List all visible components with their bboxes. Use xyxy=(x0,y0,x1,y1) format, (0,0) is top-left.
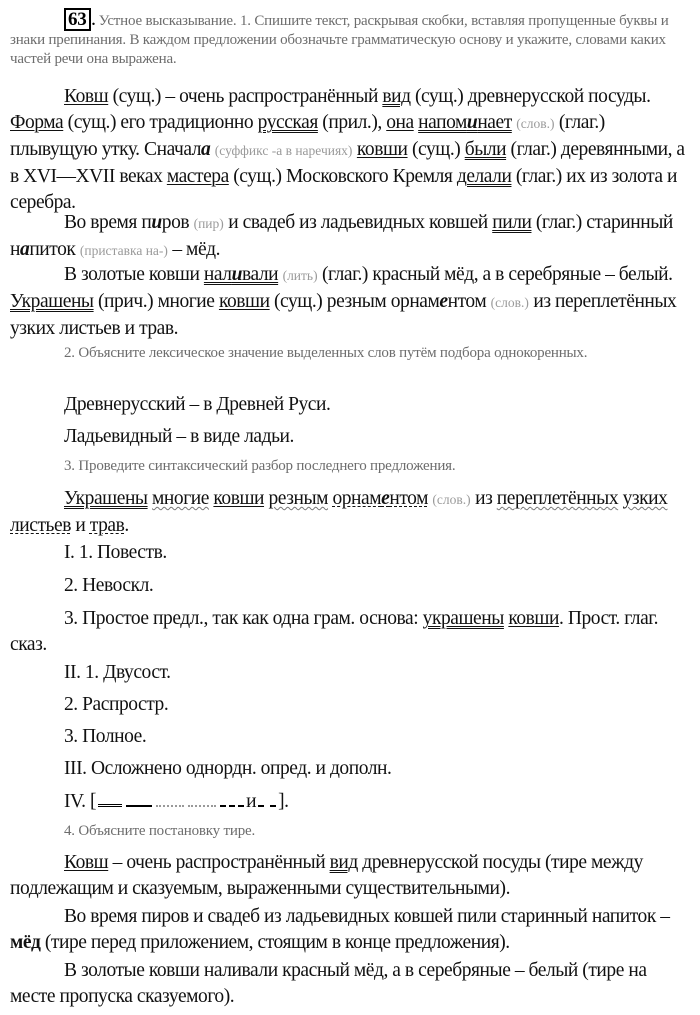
answer-line-ladevidnyy: Ладьевидный – в виде ладьи. xyxy=(64,426,294,447)
text-segment: нал xyxy=(203,264,232,285)
text-segment: Во время п xyxy=(64,212,152,233)
predicate-word: Украшены xyxy=(64,488,148,509)
inserted-letter: е xyxy=(439,291,448,312)
subject-word: ковши xyxy=(356,139,408,160)
predicate-word: пили xyxy=(492,212,532,233)
scheme-attribute-mark xyxy=(156,799,184,807)
text-segment: (сущ.) древнерусской посуды. xyxy=(410,86,651,107)
parsed-sentence xyxy=(10,486,694,539)
predicate-word: были xyxy=(464,139,507,160)
text-segment: – мёд. xyxy=(167,239,221,260)
text-segment: и xyxy=(70,515,90,536)
parse-item-ii1: II. 1. Двусост. xyxy=(64,662,171,683)
answer-paragraph-2 xyxy=(10,210,694,264)
object-word: листьев xyxy=(10,515,71,536)
scheme-predicate-mark xyxy=(98,798,122,807)
task-2-instruction: 2. Объясните лексическое значение выделенных слов путём подбора однокоренных. xyxy=(64,345,588,361)
text-segment: В золотые ковши xyxy=(64,264,204,285)
subject-word: Форма xyxy=(10,112,64,133)
attribute-word: переплетённых xyxy=(496,488,619,509)
text-segment: (сущ.) резным орнам xyxy=(269,291,440,312)
dash-explanation-2 xyxy=(10,904,694,956)
subject-word: ковши xyxy=(213,488,265,509)
text-segment: (глаг.) красный мёд, а в серебряные – белый. xyxy=(317,264,673,285)
scheme-subject-mark xyxy=(126,799,152,807)
parse-item-ii2: 2. Распростр. xyxy=(64,694,169,715)
gray-note: (слов.) xyxy=(516,116,555,131)
gray-note: (слов.) xyxy=(490,295,529,310)
inserted-letter: и xyxy=(466,112,478,133)
bold-word: мёд xyxy=(10,932,41,953)
text-segment: орнам xyxy=(332,488,382,509)
text-segment: (тире перед приложением, стоящим в конце предложения). xyxy=(40,932,510,953)
text-segment: (сущ.) – очень распространённый xyxy=(108,86,383,107)
number-dot: . xyxy=(91,13,96,29)
text-segment: и свадеб из ладьевидных ковшей xyxy=(223,212,493,233)
parse-item-iii: III. Осложнено однордн. опред. и дополн. xyxy=(64,758,392,779)
text-segment: . Прост. глаг. сказ. xyxy=(10,608,659,655)
task-1-instruction xyxy=(10,8,694,69)
attribute-word: многие xyxy=(152,488,209,509)
text-segment: IV. [ xyxy=(64,791,97,812)
text-segment: нает xyxy=(477,112,512,133)
predicate-word xyxy=(204,264,278,285)
text-segment: нтом xyxy=(389,488,428,509)
attribute-word: узких xyxy=(622,488,668,509)
dash-explanation-3: В золотые ковши наливали красный мёд, а в серебряные – белый (тире на месте пропуска сказуемого). xyxy=(10,960,647,1007)
text-segment: Во время пиров и свадеб из ладьевидных ковшей пили старинный напиток – xyxy=(64,906,670,927)
text-segment: (прил.), xyxy=(317,112,387,133)
text-segment: (глаг.) плывущую утку. Сначал xyxy=(10,112,605,160)
subject-word: она xyxy=(386,112,414,133)
parse-item-i2: 2. Невоскл. xyxy=(64,575,154,596)
subject-word: ковши xyxy=(508,608,559,629)
text-segment: из переплетённых узких листьев и трав. xyxy=(10,291,677,339)
inserted-letter: и xyxy=(151,212,162,233)
sentence-scheme xyxy=(10,789,694,815)
predicate-word xyxy=(418,112,512,133)
text-segment: и xyxy=(246,791,257,812)
text-segment: питок xyxy=(29,239,80,260)
predicate-word: делали xyxy=(456,166,512,187)
task-4-instruction: 4. Объясните постановку тире. xyxy=(64,823,256,839)
text-segment: нтом xyxy=(447,291,491,312)
text-segment: (глаг.) их из золота и серебра. xyxy=(10,166,678,213)
subject-word: Ковш xyxy=(64,852,109,873)
parse-item-i3 xyxy=(10,606,694,658)
text-segment: (глаг.) старинный н xyxy=(10,212,673,260)
inserted-letter: е xyxy=(381,488,390,509)
inserted-letter: а xyxy=(20,239,30,260)
answer-paragraph-3 xyxy=(10,262,694,342)
gray-note: (суффикс -а в наречиях) xyxy=(214,143,353,158)
predicate-word: Украшены xyxy=(10,291,94,312)
subject-word: Ковш xyxy=(64,86,109,107)
text-segment: 3. Простое предл., так как одна грам. основа: xyxy=(64,608,423,629)
parse-item-i1: I. 1. Повеств. xyxy=(64,542,167,563)
scheme-object-mark xyxy=(258,799,276,807)
predicate-word: украшены xyxy=(422,608,504,629)
text-segment: из xyxy=(470,488,497,509)
attribute-word: резным xyxy=(268,488,329,509)
subject-word: ковши xyxy=(218,291,270,312)
text-segment: вали xyxy=(241,264,279,285)
object-word: трав xyxy=(89,515,125,536)
subject-word: мастера xyxy=(166,166,229,187)
object-word xyxy=(332,488,428,509)
gray-note: (слов.) xyxy=(432,492,471,507)
text-segment: – очень распространённый xyxy=(108,852,330,873)
answer-line-drevnerusskiy: Древнерусский – в Древней Руси. xyxy=(64,394,331,415)
predicate-word: вид xyxy=(382,86,411,107)
task-1-text: Устное высказывание. 1. Спишите текст, раскрывая скобки, вставляя пропущенные буквы и знаки препинания. В каждом предложении обозначьте грамматическую основу и укажите, словами каких частей речи она выражена. xyxy=(10,13,669,67)
scheme-attribute-mark xyxy=(188,799,216,807)
text-segment: (прич.) многие xyxy=(93,291,219,312)
exercise-number: 63 xyxy=(64,8,91,31)
text-segment: напом xyxy=(418,112,467,133)
text-segment: (сущ.) его традиционно xyxy=(63,112,258,133)
text-segment: (сущ.) Московского Кремля xyxy=(228,166,457,187)
answer-paragraph-1 xyxy=(10,84,694,216)
parse-item-ii3: 3. Полное. xyxy=(64,726,147,747)
text-segment: ]. xyxy=(278,791,289,812)
gray-note: (приставка на-) xyxy=(79,243,168,258)
gray-note: (лить) xyxy=(282,268,318,283)
text-segment: ров xyxy=(161,212,194,233)
scheme-object-mark xyxy=(220,799,244,807)
predicate-word: русская xyxy=(257,112,318,133)
inserted-letter: а xyxy=(201,139,211,160)
text-segment: (сущ.) xyxy=(407,139,465,160)
text-segment: древнерусской посуды (тире между подлежащим и сказуемым, выраженными существительными). xyxy=(10,852,643,899)
dash-explanation-1 xyxy=(10,850,694,902)
text-segment: . xyxy=(124,515,129,536)
task-3-instruction: 3. Проведите синтаксический разбор последнего предложения. xyxy=(64,458,456,474)
predicate-word: вид xyxy=(329,852,358,873)
text-segment: (глаг.) деревянными, а в XVI—XVII веках xyxy=(10,139,685,187)
gray-note: (пир) xyxy=(193,216,224,231)
inserted-letter: и xyxy=(231,264,242,285)
